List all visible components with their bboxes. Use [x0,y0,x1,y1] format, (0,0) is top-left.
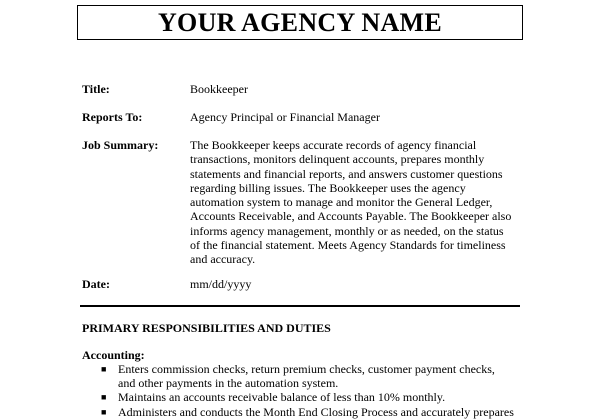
agency-name: YOUR AGENCY NAME [157,7,443,37]
job-summary-line: regarding billing issues. The Bookkeeper uses the agency [190,180,466,195]
bullet-square-icon: ■ [101,364,107,374]
reports-to-value: Agency Principal or Financial Manager [190,110,380,124]
job-summary-line: statements and financial reports, and answers customer questions [190,166,503,181]
accounting-heading: Accounting: [82,348,145,362]
job-summary-line: The Bookkeeper keeps accurate records of agency financial [190,138,477,152]
list-item [101,362,541,390]
list-item-text: Enters commission checks, return premium checks, customer payment checks, [118,362,495,376]
job-summary-line: and accuracy. [190,252,256,267]
list-item-text: Administers and conducts the Month End Closing Process and accurately prepares [118,404,514,419]
job-summary-text [190,138,530,267]
job-summary-line: informs agency management, monthly or as needed, on the status [190,223,504,238]
job-summary-line: Accounts Receivable, and Accounts Payable. The Bookkeeper also [190,209,512,224]
date-value: mm/dd/yyyy [190,277,252,291]
list-item-text: Maintains an accounts receivable balance of less than 10% monthly. [118,390,446,405]
section-divider [80,305,520,307]
job-summary-line: of the financial statement. Meets Agency Standards for timeliness [190,238,506,253]
responsibilities-heading: PRIMARY RESPONSIBILITIES AND DUTIES [82,321,331,335]
bullet-square-icon: ■ [101,406,107,417]
title-label: Title: [82,82,110,96]
reports-to-label: Reports To: [82,110,143,124]
bullet-square-icon: ■ [101,392,107,403]
agency-name-box [77,5,523,40]
job-summary-line: automation system to manage and monitor the General Ledger, [190,195,493,210]
list-item [101,405,541,419]
list-item-text: and other payments in the automation system. [118,376,339,391]
date-label: Date: [82,277,110,291]
job-summary-label: Job Summary: [82,138,159,152]
accounting-bullet-list [101,362,541,419]
list-item [101,390,541,404]
title-value: Bookkeeper [190,82,248,96]
job-summary-line: transactions, monitors delinquent accounts, prepares monthly [190,152,485,167]
